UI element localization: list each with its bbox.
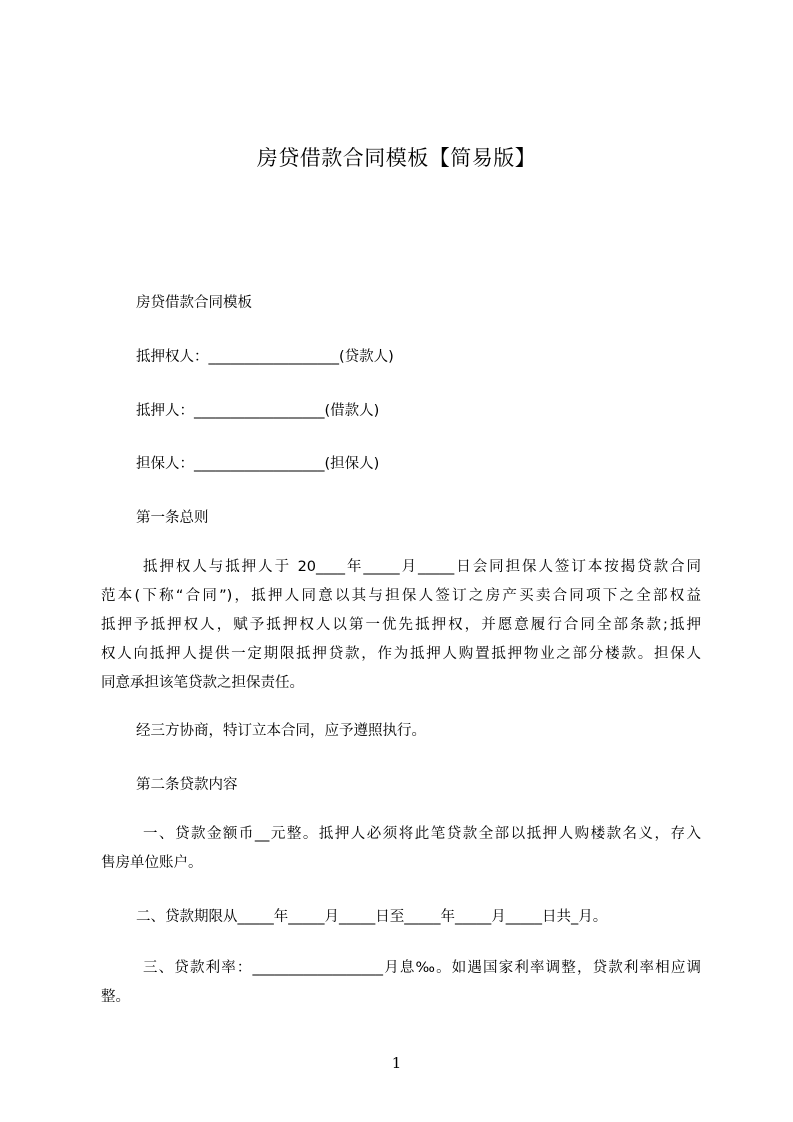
item1-line-1: 一、贷款金额币__元整。抵押人必须将此笔贷款全部以抵押人购楼款名义，存入: [143, 826, 701, 842]
article1-line-4: 权人向抵押人提供一定期限抵押贷款，作为抵押人购置抵押物业之部分楼款。担保人: [101, 646, 701, 662]
article2-item2: 二、贷款期限从_____年_____月_____日至_____年_____月_____日共_月。: [136, 909, 608, 925]
page-number: 1: [391, 1054, 402, 1072]
article1-body: [98, 553, 701, 698]
article1-line-1: 抵押权人与抵押人于 20____年_____月_____日会同担保人签订本按揭贷款合同: [143, 559, 701, 575]
article1-heading: 第一条总则: [136, 510, 209, 526]
party-guarantor: 担保人：__________________(担保人): [136, 456, 380, 472]
item1-line-2: 售房单位账户。: [101, 855, 203, 871]
item3-line-1: 三、贷款利率：__________________月息‰。如遇国家利率调整，贷款利率相应调: [143, 960, 701, 976]
article2-item1: [98, 820, 701, 878]
party-mortgagor: 抵押人：__________________(借款人): [136, 403, 380, 419]
agreement-line: 经三方协商，特订立本合同，应予遵照执行。: [136, 723, 426, 739]
article2-item3: [98, 954, 701, 1012]
item3-line-2: 整。: [101, 989, 130, 1005]
subtitle: 房贷借款合同模板: [136, 295, 252, 311]
article1-line-3: 抵押予抵押权人，赋予抵押权人以第一优先抵押权，并愿意履行合同全部条款;抵押: [101, 617, 701, 633]
document-title: 房贷借款合同模板【简易版】: [256, 146, 537, 170]
article2-heading: 第二条贷款内容: [136, 777, 238, 793]
party-mortgagee: 抵押权人：__________________(贷款人): [136, 349, 394, 365]
article1-line-5: 同意承担该笔贷款之担保责任。: [101, 675, 304, 691]
article1-line-2: 范本(下称“合同”)，抵押人同意以其与担保人签订之房产买卖合同项下之全部权益: [101, 588, 701, 604]
